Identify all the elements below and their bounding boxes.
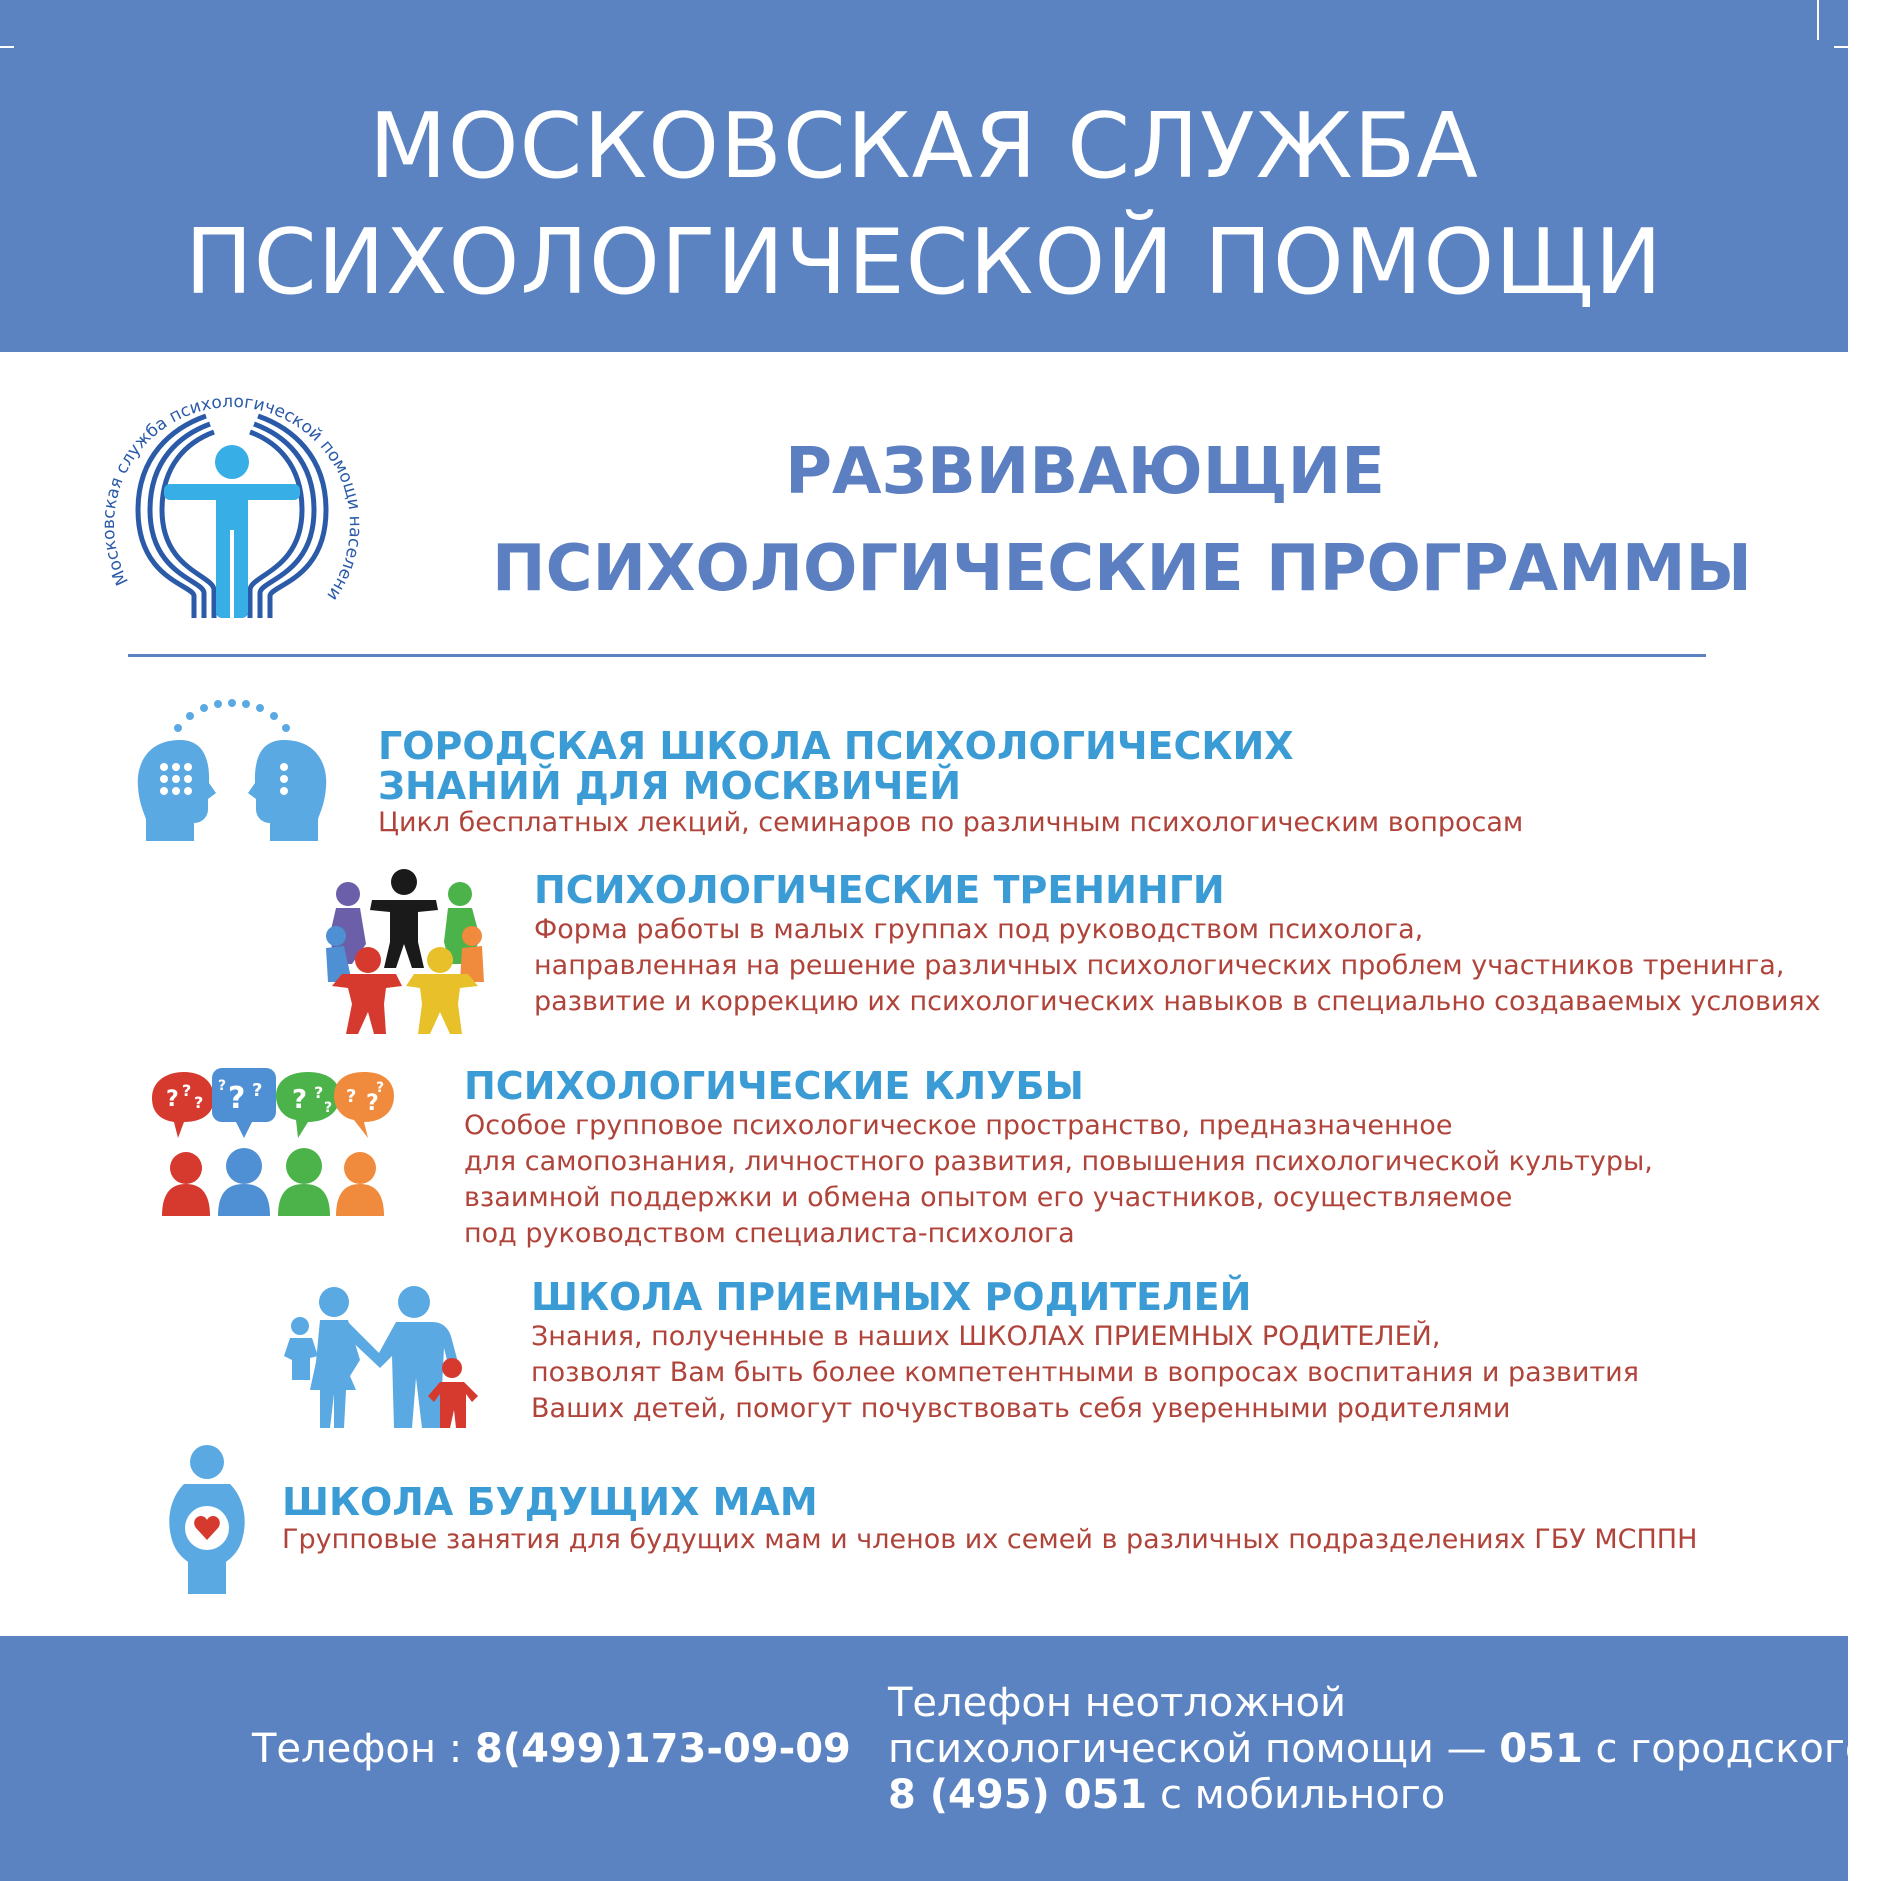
program-title	[531, 1277, 1251, 1317]
program-title-line: ШКОЛА БУДУЩИХ МАМ	[282, 1480, 818, 1524]
crop-mark	[0, 46, 14, 48]
phone-label: Телефон :	[252, 1726, 475, 1772]
svg-text:?: ?	[252, 1080, 263, 1101]
subtitle-line-2: ПСИХОЛОГИЧЕСКИЕ ПРОГРАММЫ	[492, 532, 1752, 606]
emergency-line-2	[888, 1726, 1883, 1772]
program-title-line: ГОРОДСКАЯ ШКОЛА ПСИХОЛОГИЧЕСКИХ	[378, 724, 1294, 768]
emergency-line-1: Телефон неотложной	[888, 1680, 1346, 1726]
emergency-mobile-note: с мобильного	[1147, 1772, 1446, 1818]
svg-text:?: ?	[228, 1081, 246, 1116]
program-title	[464, 1066, 1084, 1106]
program-description-line: для самопознания, личностного развития, повышения психологической культуры,	[464, 1146, 1653, 1177]
program-description	[531, 1319, 1639, 1427]
svg-text:?: ?	[194, 1093, 204, 1112]
logo	[92, 380, 372, 630]
program-title-line: ПСИХОЛОГИЧЕСКИЕ ТРЕНИНГИ	[534, 868, 1225, 912]
people-circle-icon	[322, 864, 487, 1039]
program-description-line: позволят Вам быть более компетентными в вопросах воспитания и развития	[531, 1357, 1639, 1388]
program-description	[282, 1522, 1697, 1558]
emergency-city-note: с городского;	[1582, 1726, 1883, 1772]
svg-text:?: ?	[324, 1100, 333, 1116]
header-title-line-1: МОСКОВСКАЯ СЛУЖБА	[369, 94, 1479, 199]
svg-text:?: ?	[376, 1080, 385, 1096]
emergency-line-3	[888, 1772, 1445, 1818]
svg-text:?: ?	[182, 1081, 192, 1100]
emergency-label: психологической помощи —	[888, 1726, 1500, 1772]
program-description	[534, 912, 1821, 1020]
program-description-line: направленная на решение различных психологических проблем участников тренинга,	[534, 950, 1785, 981]
program-title-line: ШКОЛА ПРИЕМНЫХ РОДИТЕЛЕЙ	[531, 1275, 1252, 1319]
program-title	[378, 726, 1294, 806]
emergency-mobile-number[interactable]: 8 (495) 051	[888, 1772, 1148, 1818]
program-title-line: ЗНАНИЙ ДЛЯ МОСКВИЧЕЙ	[378, 764, 962, 808]
program-title	[534, 870, 1225, 910]
program-description-line: Ваших детей, помогут почувствовать себя уверенными родителями	[531, 1393, 1511, 1424]
svg-text:?: ?	[292, 1085, 308, 1115]
program-description-line: развитие и коррекцию их психологических навыков в специально создаваемых условиях	[534, 986, 1821, 1017]
program-description	[464, 1108, 1653, 1252]
heads-talking-icon	[132, 695, 332, 845]
header-banner	[0, 0, 1848, 352]
program-description-line: Групповые занятия для будущих мам и членов их семей в различных подразделениях ГБУ МСППН	[282, 1524, 1698, 1555]
program-description	[378, 805, 1523, 841]
family-icon	[284, 1286, 480, 1431]
program-description-line: Цикл бесплатных лекций, семинаров по различным психологическим вопросам	[378, 807, 1524, 838]
divider	[128, 654, 1706, 657]
program-description-line: Особое групповое психологическое пространство, предназначенное	[464, 1110, 1453, 1141]
program-description-line: взаимной поддержки и обмена опытом его участников, осуществляемое	[464, 1182, 1513, 1213]
svg-text:?: ?	[218, 1078, 227, 1094]
emergency-short-number[interactable]: 051	[1499, 1726, 1583, 1772]
svg-text:?: ?	[346, 1086, 357, 1107]
footer-banner	[0, 1636, 1883, 1881]
pregnant-mom-icon	[164, 1444, 250, 1594]
program-description-line: Знания, полученные в наших ШКОЛАХ ПРИЕМНЫХ РОДИТЕЛЕЙ,	[531, 1321, 1441, 1352]
phone-number[interactable]: 8(499)173-09-09	[474, 1726, 851, 1772]
svg-text:?: ?	[314, 1083, 324, 1102]
question-bubbles-icon	[148, 1066, 398, 1218]
subtitle-line-1: РАЗВИВАЮЩИЕ	[785, 435, 1385, 509]
svg-text:?: ?	[366, 1091, 379, 1116]
svg-text:?: ?	[166, 1087, 179, 1112]
program-title-line: ПСИХОЛОГИЧЕСКИЕ КЛУБЫ	[464, 1064, 1084, 1108]
program-description-line: под руководством специалиста-психолога	[464, 1218, 1075, 1249]
phone-line	[252, 1726, 851, 1772]
program-description-line: Форма работы в малых группах под руководством психолога,	[534, 914, 1424, 945]
logo-ring-text: Московская служба психологической помощи населени	[98, 391, 366, 605]
header-title-line-2: ПСИХОЛОГИЧЕСКОЙ ПОМОЩИ	[185, 210, 1663, 315]
crop-mark	[1834, 46, 1848, 48]
program-title	[282, 1482, 818, 1522]
crop-mark	[1817, 0, 1819, 40]
